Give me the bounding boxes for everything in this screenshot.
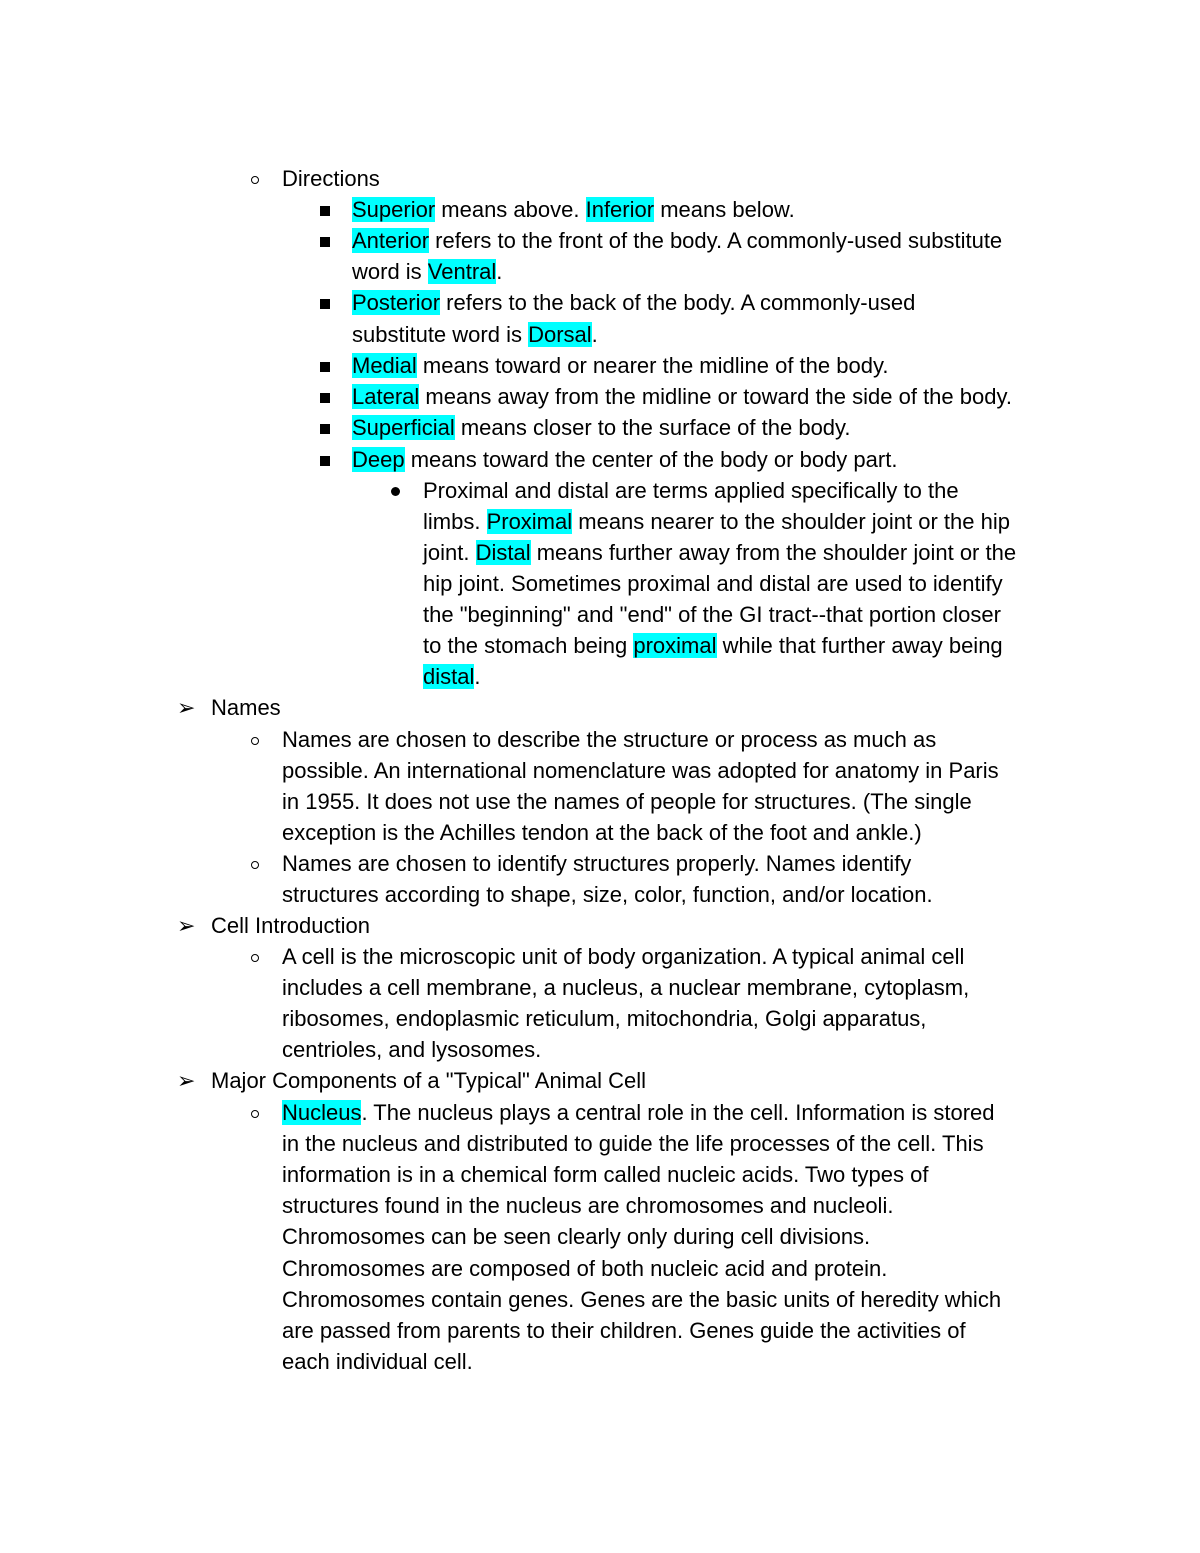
- major-components-heading: Major Components of a "Typical" Animal Cell: [211, 1068, 647, 1093]
- square-bullet-icon: [320, 424, 330, 434]
- nucleus-line-8: are passed from parents to their children. Genes guide the activities of: [282, 1318, 966, 1343]
- nucleus-line-2: in the nucleus and distributed to guide the life processes of the cell. This: [282, 1131, 984, 1156]
- term-highlight: Medial: [352, 353, 417, 378]
- nucleus-line-1: Nucleus. The nucleus plays a central role in the cell. Information is stored: [282, 1100, 995, 1125]
- proximal-distal-line-5: the "beginning" and "end" of the GI tract--that portion closer: [423, 602, 1001, 627]
- proximal-distal-line-1: Proximal and distal are terms applied specifically to the: [423, 478, 959, 503]
- lateral-item: Lateral means away from the midline or toward the side of the body.: [352, 384, 1012, 409]
- deep-item: Deep means toward the center of the body or body part.: [352, 447, 898, 472]
- nucleus-line-3: information is in a chemical form called nucleic acids. Two types of: [282, 1162, 929, 1187]
- arrow-bullet-icon: ➢: [177, 913, 196, 938]
- nucleus-line-6: Chromosomes are composed of both nucleic acid and protein.: [282, 1256, 888, 1281]
- names-p1-line-4: exception is the Achilles tendon at the back of the foot and ankle.): [282, 820, 922, 845]
- circle-bullet-icon: [251, 1110, 259, 1118]
- proximal-distal-line-2: limbs. Proximal means nearer to the shoulder joint or the hip: [423, 509, 1010, 534]
- names-p2-line-2: structures according to shape, size, color, function, and/or location.: [282, 882, 933, 907]
- arrow-bullet-icon: ➢: [177, 1068, 196, 1093]
- dot-bullet-icon: [391, 487, 400, 496]
- circle-bullet-icon: [251, 737, 259, 745]
- term-highlight: Proximal: [486, 509, 573, 534]
- term-highlight: Superficial: [352, 415, 455, 440]
- medial-item: Medial means toward or nearer the midline of the body.: [352, 353, 889, 378]
- square-bullet-icon: [320, 237, 330, 247]
- square-bullet-icon: [320, 362, 330, 372]
- nucleus-line-9: each individual cell.: [282, 1349, 473, 1374]
- nucleus-line-5: Chromosomes can be seen clearly only during cell divisions.: [282, 1224, 871, 1249]
- term-highlight: Lateral: [352, 384, 420, 409]
- circle-bullet-icon: [251, 861, 259, 869]
- term-highlight: proximal: [633, 633, 717, 658]
- proximal-distal-line-7: distal.: [423, 664, 481, 689]
- square-bullet-icon: [320, 206, 330, 216]
- nucleus-line-7: Chromosomes contain genes. Genes are the basic units of heredity which: [282, 1287, 1002, 1312]
- posterior-item-cont: substitute word is Dorsal.: [352, 322, 598, 347]
- superior-item: Superior means above. Inferior means below.: [352, 197, 795, 222]
- superficial-item: Superficial means closer to the surface of the body.: [352, 415, 851, 440]
- nucleus-line-4: structures found in the nucleus are chromosomes and nucleoli.: [282, 1193, 894, 1218]
- square-bullet-icon: [320, 456, 330, 466]
- names-heading: Names: [211, 695, 281, 720]
- cell-intro-line-3: ribosomes, endoplasmic reticulum, mitochondria, Golgi apparatus,: [282, 1006, 927, 1031]
- square-bullet-icon: [320, 393, 330, 403]
- term-highlight: Dorsal: [528, 322, 592, 347]
- square-bullet-icon: [320, 299, 330, 309]
- names-p1-line-2: possible. An international nomenclature was adopted for anatomy in Paris: [282, 758, 999, 783]
- anterior-item: Anterior refers to the front of the body. A commonly-used substitute: [352, 228, 1003, 253]
- proximal-distal-line-4: hip joint. Sometimes proximal and distal are used to identify: [423, 571, 1003, 596]
- term-highlight: Posterior: [352, 290, 441, 315]
- term-highlight: Nucleus: [282, 1100, 362, 1125]
- cell-intro-line-4: centrioles, and lysosomes.: [282, 1037, 542, 1062]
- term-highlight: Anterior: [352, 228, 430, 253]
- directions-heading: Directions: [282, 166, 380, 191]
- anterior-item-cont: word is Ventral.: [352, 259, 503, 284]
- term-highlight: Superior: [352, 197, 436, 222]
- circle-bullet-icon: [251, 954, 259, 962]
- cell-intro-line-2: includes a cell membrane, a nucleus, a nuclear membrane, cytoplasm,: [282, 975, 970, 1000]
- names-p1-line-3: in 1955. It does not use the names of people for structures. (The single: [282, 789, 972, 814]
- term-highlight: Inferior: [585, 197, 655, 222]
- term-highlight: Distal: [475, 540, 531, 565]
- posterior-item: Posterior refers to the back of the body. A commonly-used: [352, 290, 916, 315]
- cell-intro-line-1: A cell is the microscopic unit of body organization. A typical animal cell: [282, 944, 965, 969]
- proximal-distal-line-3: joint. Distal means further away from the shoulder joint or the: [423, 540, 1017, 565]
- circle-bullet-icon: [251, 176, 259, 184]
- term-highlight: distal: [423, 664, 475, 689]
- proximal-distal-line-6: to the stomach being proximal while that further away being: [423, 633, 1003, 658]
- cell-intro-heading: Cell Introduction: [211, 913, 370, 938]
- term-highlight: Ventral: [427, 259, 497, 284]
- term-highlight: Deep: [352, 447, 405, 472]
- names-p1-line-1: Names are chosen to describe the structure or process as much as: [282, 727, 937, 752]
- arrow-bullet-icon: ➢: [177, 695, 196, 720]
- names-p2-line-1: Names are chosen to identify structures properly. Names identify: [282, 851, 912, 876]
